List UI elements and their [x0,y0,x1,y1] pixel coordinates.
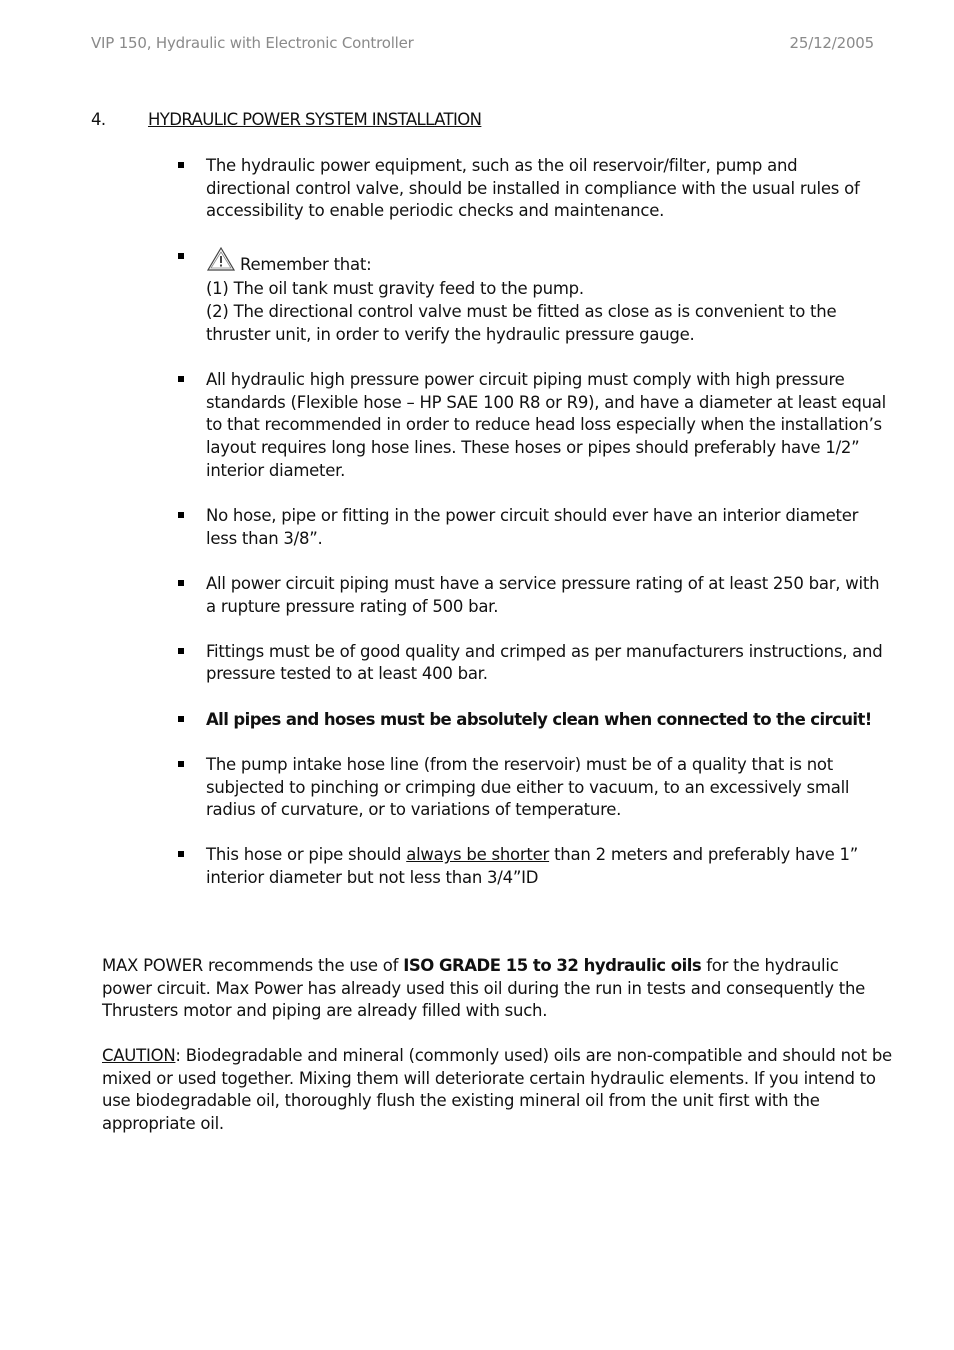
list-item [176,641,886,686]
caution-label: CAUTION [102,1046,176,1065]
list-item [176,246,886,347]
square-bullet-icon [178,512,184,518]
square-bullet-icon [178,761,184,767]
square-bullet-icon [178,580,184,586]
list-item [176,369,886,483]
warning-triangle-icon [206,246,236,279]
underlined-emphasis: always be shorter [406,845,550,865]
square-bullet-icon [178,648,184,654]
square-bullet-icon [178,162,184,168]
square-bullet-icon [178,851,184,857]
bullet-text: The hydraulic power equipment, such as the oil reservoir/filter, pump and directional control valve, should be installed in compliance with the usual rules of accessibility to enable periodic checks and maintenance. [206,156,860,221]
document-title: VIP 150, Hydraulic with Electronic Controller [91,34,414,52]
list-item [176,844,886,889]
bullet-text: Fittings must be of good quality and crimped as per manufacturers instructions, and pressure tested to at least 400 bar. [206,641,883,684]
bullet-text-emphasis: All pipes and hoses must be absolutely clean when connected to the circuit! [206,709,872,729]
section-number: 4. [91,110,106,129]
list-item [176,754,886,822]
page-header [91,34,874,52]
square-bullet-icon [178,253,184,259]
remember-point-2: (2) The directional control valve must be fitted as close as is convenient to the thruster unit, in order to verify the hydraulic pressure gauge. [206,302,837,344]
bullet-text-part: than 2 meters and preferably have 1” interior diameter but not less than 3/4”ID [206,845,859,888]
caution-paragraph [102,1045,892,1136]
section-heading [91,110,481,129]
paragraph-text: MAX POWER recommends the use of [102,956,404,975]
recommendation-paragraph [102,955,892,1023]
section-title: HYDRAULIC POWER SYSTEM INSTALLATION [148,110,482,129]
bullet-text [206,844,886,889]
paragraph-text: for the hydraulic power circuit. Max Power has already used this oil during the run in tests and consequently the Thrusters motor and piping are already filled with such. [102,956,866,1021]
list-item [176,505,886,550]
oil-grade-emphasis: ISO GRADE 15 to 32 hydraulic oils [403,956,702,975]
square-bullet-icon [178,376,184,382]
bullet-text: No hose, pipe or fitting in the power circuit should ever have an interior diameter less than 3/8”. [206,505,859,548]
bullet-list [176,155,886,912]
remember-label: Remember that: [240,254,372,274]
remember-point-1: (1) The oil tank must gravity feed to the pump. [206,279,584,299]
caution-text: : Biodegradable and mineral (commonly used) oils are non-compatible and should not be mixed or used together. Mixing them will deteriorate certain hydraulic elements. If you intend to use biodegradable oil, thoroughly flush the existing mineral oil from the unit first with the appropriate oil. [102,1046,892,1134]
bullet-text: All power circuit piping must have a service pressure rating of at least 250 bar, with a rupture pressure rating of 500 bar. [206,573,880,616]
document-date: 25/12/2005 [789,34,874,52]
list-item [176,573,886,618]
bullet-text: All hydraulic high pressure power circuit piping must comply with high pressure standards (Flexible hose – HP SAE 100 R8 or R9), and have a diameter at least equal to that recommended in order to reduce head loss especially when the installation’s layout requires long hose lines. These hoses or pipes should preferably have 1/2” interior diameter. [206,369,886,480]
bullet-text-part: This hose or pipe should [206,845,407,865]
list-item [176,709,886,732]
list-item [176,155,886,223]
bullet-text: The pump intake hose line (from the reservoir) must be of a quality that is not subjected to pinching or crimping due either to vacuum, to an excessively small radius of curvature, or to variations of temperature. [206,754,850,820]
square-bullet-icon [178,716,184,722]
